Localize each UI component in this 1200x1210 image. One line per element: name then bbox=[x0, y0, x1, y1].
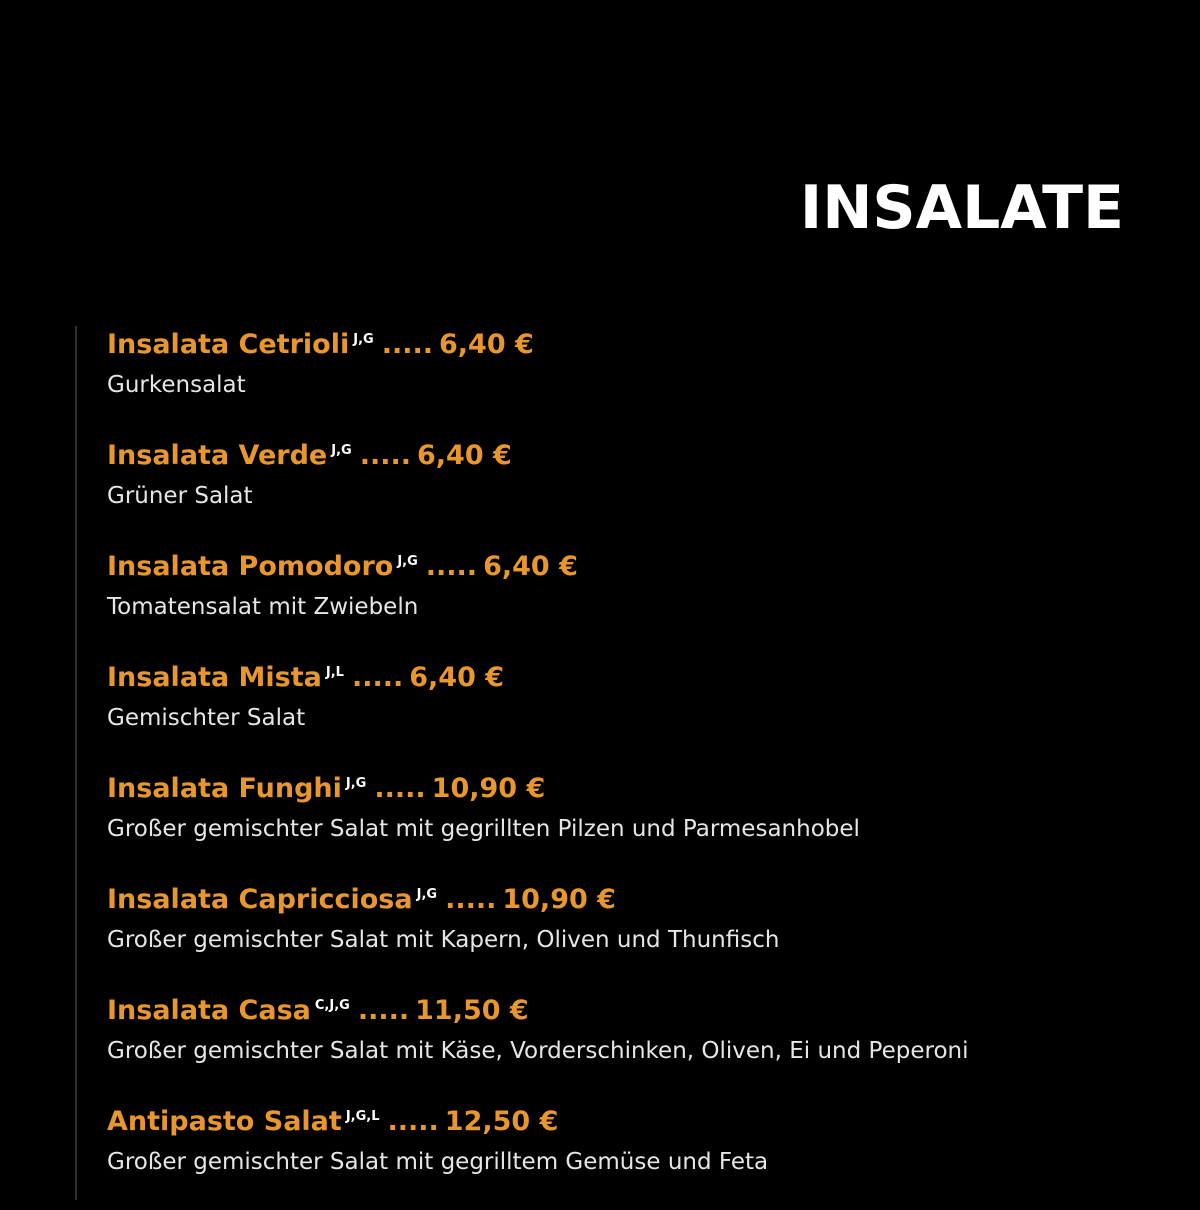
menu-item-heading bbox=[107, 322, 1167, 363]
menu-item-heading bbox=[107, 766, 1167, 807]
menu-item-name: Insalata Verde bbox=[107, 440, 328, 471]
menu-item-name: Insalata Pomodoro bbox=[107, 551, 394, 582]
menu-item-heading bbox=[107, 1099, 1167, 1140]
menu-item-dots: ..... bbox=[425, 551, 478, 582]
menu-item-price: 10,90 € bbox=[502, 884, 616, 915]
menu-item-description: Großer gemischter Salat mit gegrillten Pilzen und Parmesanhobel bbox=[107, 816, 860, 842]
menu-item-price: 12,50 € bbox=[444, 1106, 559, 1137]
menu-item-price: 6,40 € bbox=[483, 551, 578, 582]
page-title: INSALATE bbox=[799, 173, 1124, 243]
menu-item bbox=[107, 655, 1167, 766]
menu-item-description: Tomatensalat mit Zwiebeln bbox=[107, 594, 419, 620]
menu-item-dots: ..... bbox=[359, 440, 411, 471]
menu-item-heading bbox=[107, 544, 1167, 585]
menu-item-heading bbox=[107, 877, 1167, 918]
vertical-divider bbox=[75, 326, 77, 1200]
menu-item-allergens: C,J,G bbox=[314, 998, 350, 1013]
menu-item-allergens: J,G bbox=[397, 554, 418, 569]
menu-item-allergens: J,G bbox=[416, 887, 438, 902]
menu-item-name: Insalata Funghi bbox=[107, 773, 342, 804]
menu-item-price: 6,40 € bbox=[417, 440, 512, 471]
menu-item-allergens: J,G,L bbox=[345, 1109, 380, 1124]
menu-list bbox=[107, 322, 1167, 1210]
menu-item-description: Großer gemischter Salat mit Kapern, Oliven und Thunfisch bbox=[107, 927, 780, 953]
menu-item-description: Gurkensalat bbox=[107, 372, 246, 398]
menu-item-price: 6,40 € bbox=[438, 329, 534, 360]
menu-item-heading bbox=[107, 655, 1167, 696]
menu-item-description: Gemischter Salat bbox=[107, 705, 306, 731]
menu-item-name: Insalata Capricciosa bbox=[107, 884, 413, 915]
menu-item-allergens: J,L bbox=[325, 665, 344, 680]
menu-item-heading bbox=[107, 433, 1167, 474]
menu-item-price: 11,50 € bbox=[415, 995, 529, 1026]
menu-item-heading bbox=[107, 988, 1167, 1029]
menu-item-description: Großer gemischter Salat mit gegrilltem Gemüse und Feta bbox=[107, 1149, 769, 1175]
menu-item-allergens: J,G bbox=[345, 776, 367, 791]
menu-item-description: Großer gemischter Salat mit Käse, Vorderschinken, Oliven, Ei und Peperoni bbox=[107, 1038, 969, 1064]
menu-item-allergens: J,G bbox=[331, 443, 352, 458]
menu-item-dots: ..... bbox=[357, 995, 410, 1026]
menu-item bbox=[107, 433, 1167, 544]
menu-item-price: 10,90 € bbox=[431, 773, 546, 804]
menu-item-name: Insalata Casa bbox=[107, 995, 311, 1026]
menu-item-dots: ..... bbox=[351, 662, 404, 693]
menu-item-price: 6,40 € bbox=[409, 662, 505, 693]
menu-item-name: Antipasto Salat bbox=[107, 1106, 342, 1137]
menu-item-dots: ..... bbox=[374, 773, 426, 804]
menu-item-description: Grüner Salat bbox=[107, 483, 253, 509]
menu-item-dots: ..... bbox=[381, 329, 433, 360]
menu-item bbox=[107, 766, 1167, 877]
menu-item-dots: ..... bbox=[445, 884, 497, 915]
menu-item-name: Insalata Cetrioli bbox=[107, 329, 350, 360]
menu-item-allergens: J,G bbox=[353, 332, 374, 347]
menu-item bbox=[107, 877, 1167, 988]
menu-item-name: Insalata Mista bbox=[107, 662, 322, 693]
menu-item bbox=[107, 544, 1167, 655]
menu-item bbox=[107, 322, 1167, 433]
menu-item bbox=[107, 1099, 1167, 1210]
menu-item bbox=[107, 988, 1167, 1099]
menu-item-dots: ..... bbox=[387, 1106, 439, 1137]
